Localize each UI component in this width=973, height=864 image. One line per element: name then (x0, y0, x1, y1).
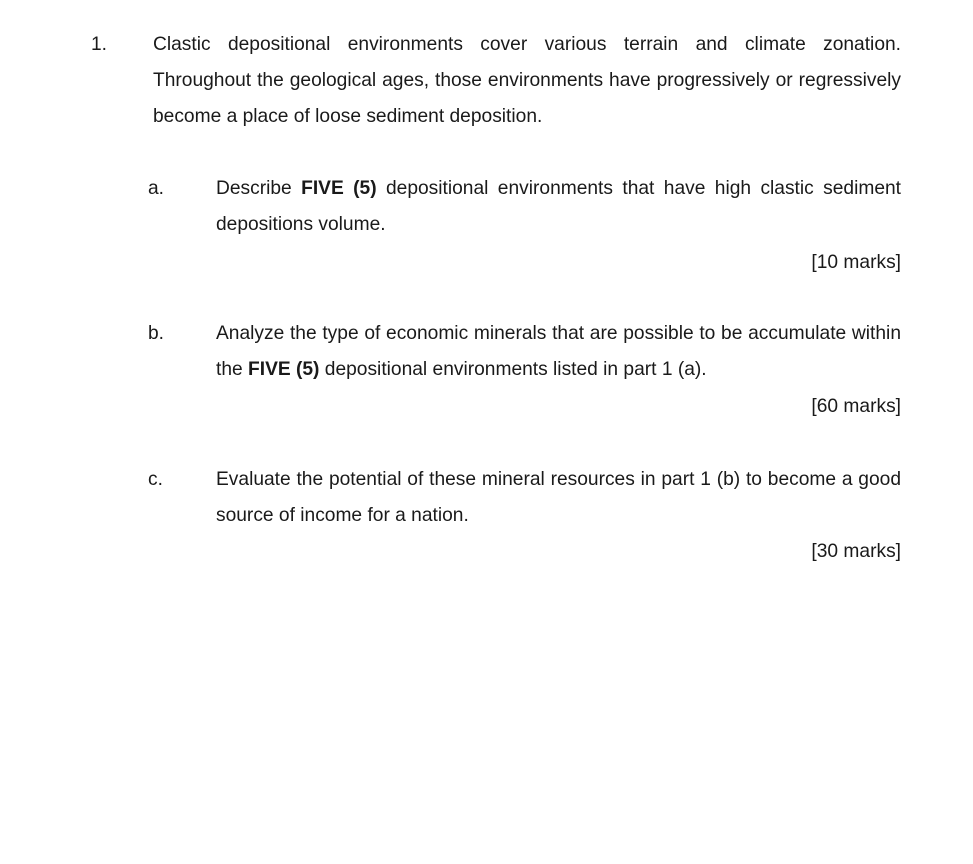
question-text: Clastic depositional environments cover various terrain and climate zonation. Throughout the geological ages, those environments have progressively or regressively become a place of loose sediment deposition. (153, 34, 901, 127)
part-a-text (216, 171, 901, 243)
part-a-letter: a. (148, 178, 165, 199)
part-b-text-before: Analyze the type of economic minerals that are possible to be accumulate within the (216, 323, 901, 380)
part-c-marks: [30 marks] (811, 541, 901, 562)
part-b-bold: FIVE (5) (248, 359, 320, 380)
part-a-bold: FIVE (5) (301, 178, 377, 199)
part-a-marks: [10 marks] (811, 252, 901, 273)
part-c-text: Evaluate the potential of these mineral resources in part 1 (b) to become a good source of income for a nation. (216, 469, 901, 526)
part-a-text-before: Describe (216, 178, 302, 199)
part-c-letter: c. (148, 469, 163, 490)
part-b-marks: [60 marks] (811, 396, 901, 417)
part-b-text-after: depositional environments listed in part 1 (a). (319, 359, 707, 380)
question-number: 1. (91, 34, 108, 55)
part-a-text-after: depositional environments that have high clastic sediment depositions volume. (216, 178, 901, 235)
part-b-text (216, 316, 901, 388)
part-b-letter: b. (148, 323, 165, 344)
